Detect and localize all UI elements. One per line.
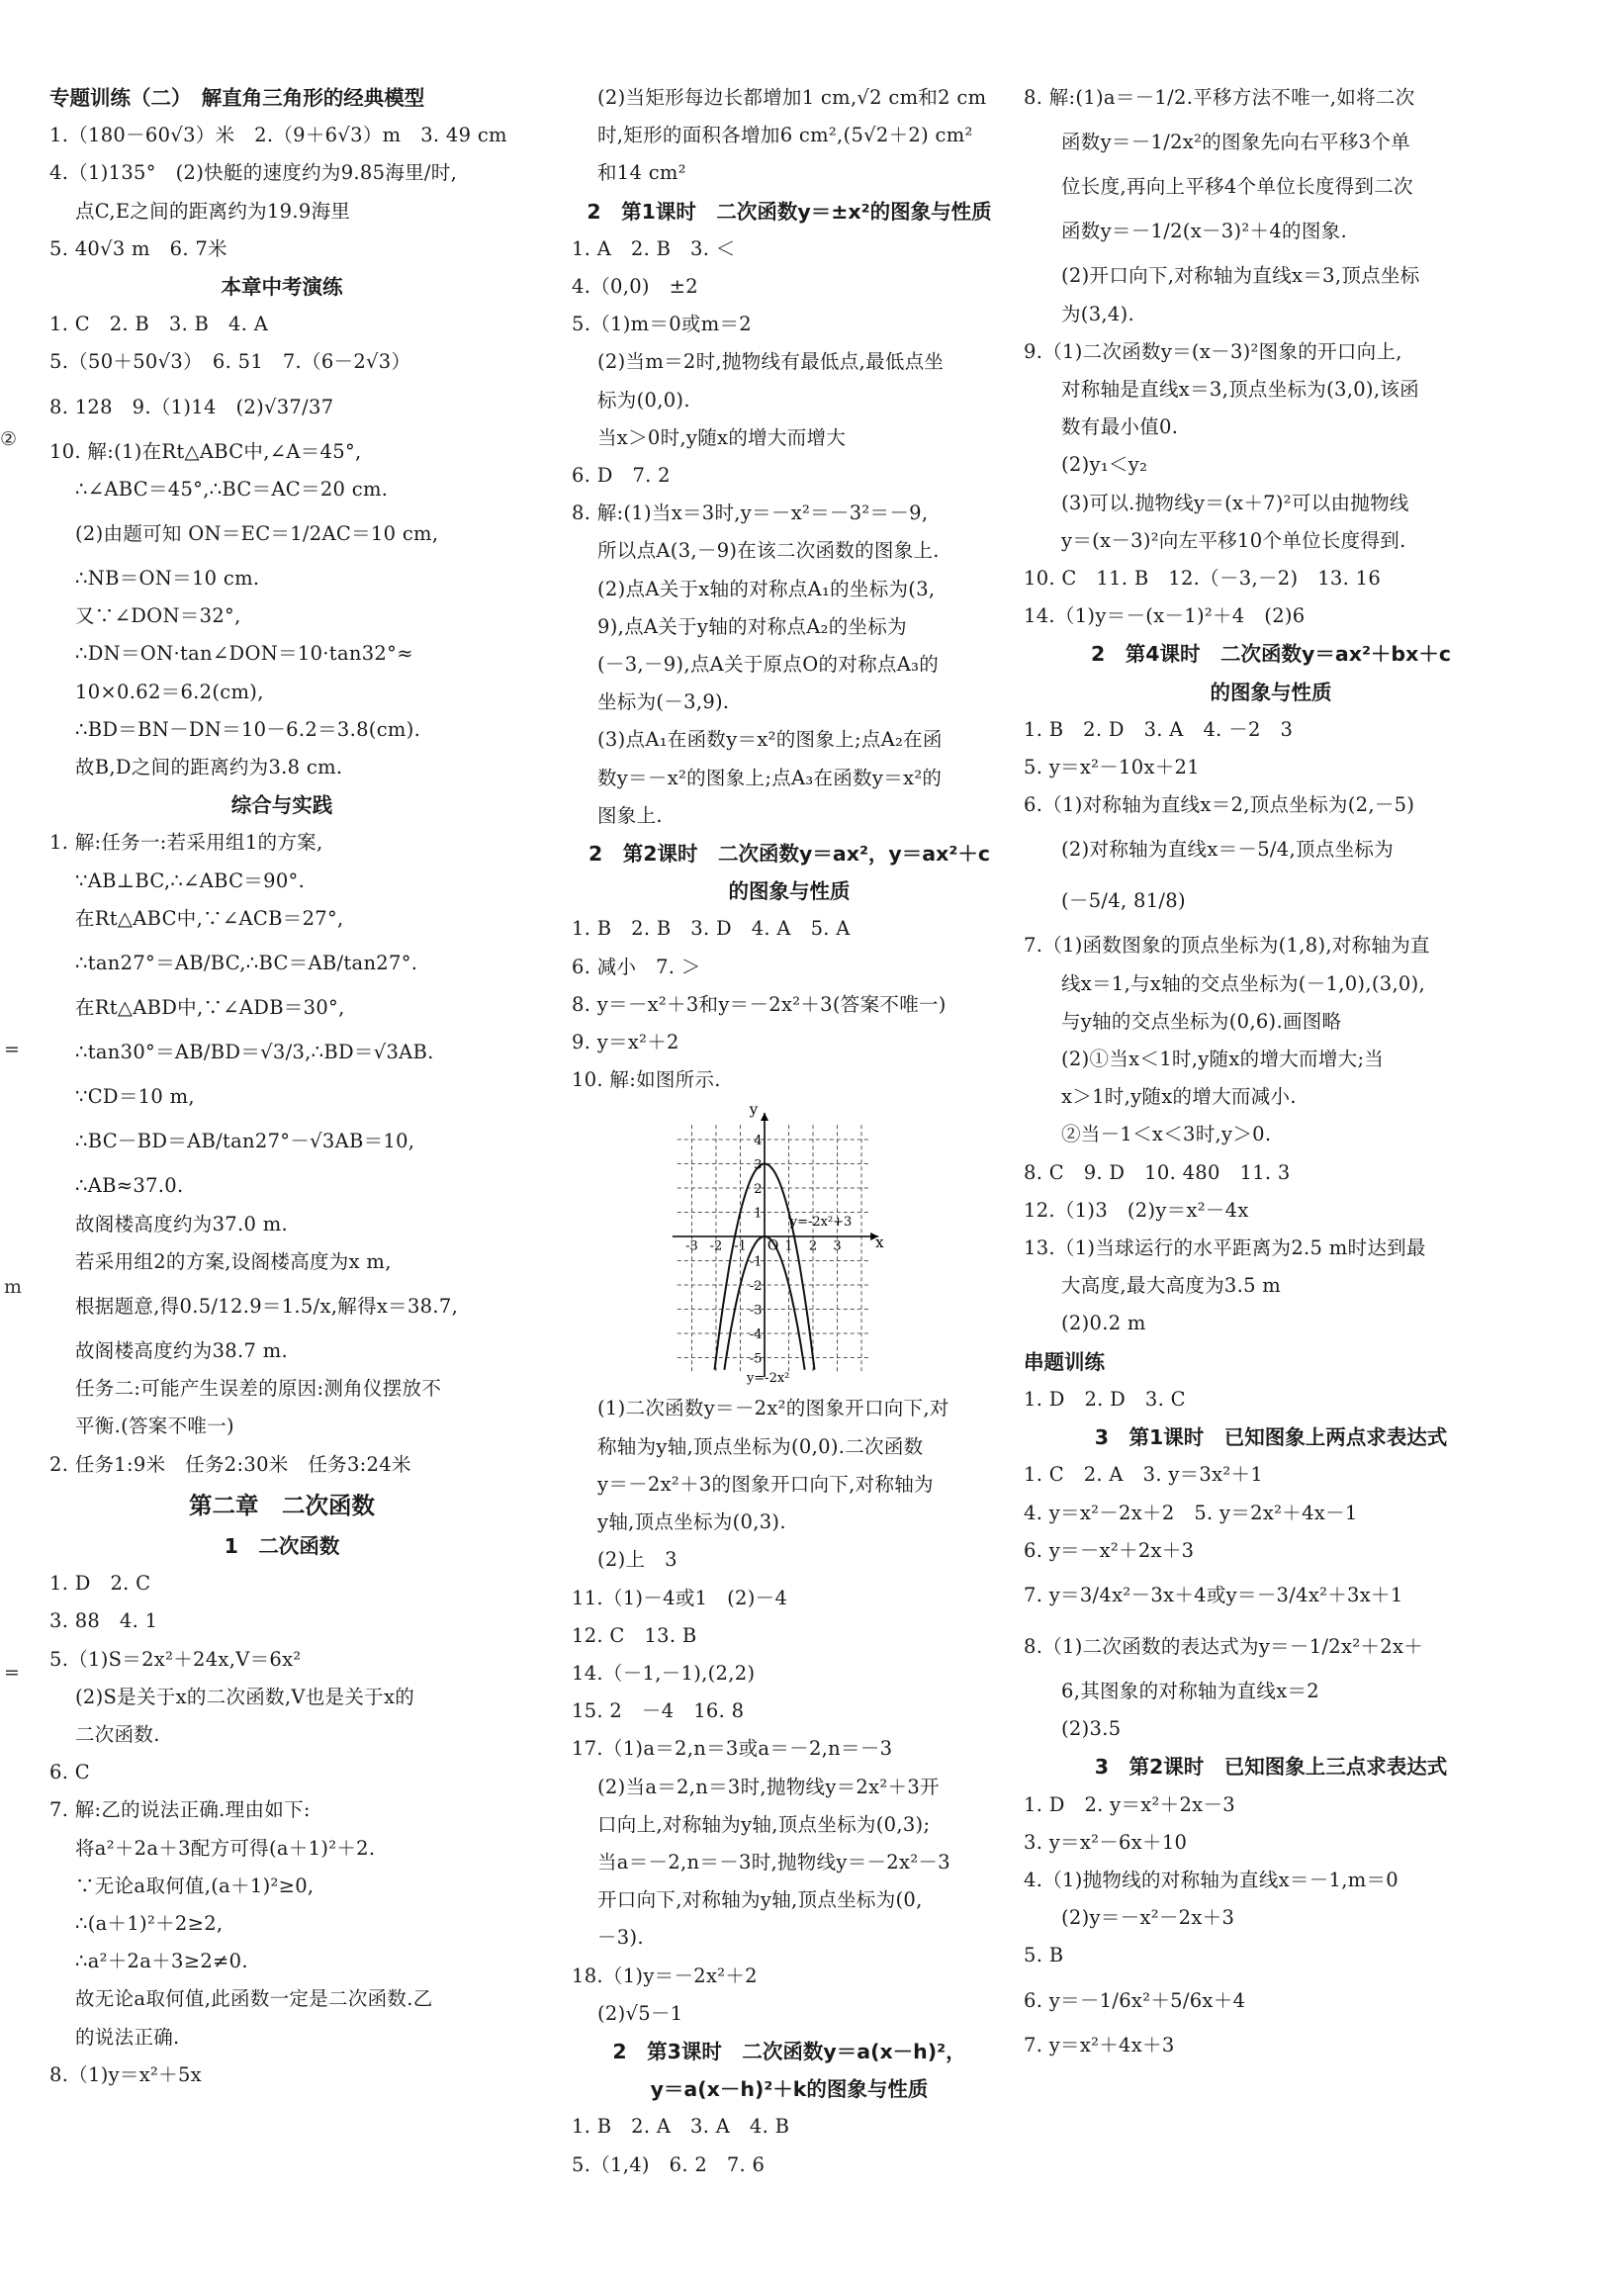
answer-line: 1. D 2. D 3. C <box>1024 1387 1186 1411</box>
section-heading: 第二章 二次函数 <box>189 1491 375 1519</box>
answer-line: 8. 128 9.（1)14 (2)√37/37 <box>49 395 334 418</box>
answer-line: 5. 40√3 m 6. 7米 <box>49 236 227 260</box>
parabola-figure <box>572 1099 1007 1390</box>
answer-line: ∴AB≈37.0. <box>75 1174 184 1198</box>
answer-line: 坐标为(－3,9). <box>597 690 730 714</box>
answer-line: 6.（1)对称轴为直线x＝2,顶点坐标为(2,－5) <box>1024 793 1415 817</box>
answer-line: 5. y＝x²－10x＋21 <box>1024 756 1200 779</box>
answer-line: 线x＝1,与x轴的交点坐标为(－1,0),(3,0), <box>1061 971 1426 995</box>
answer-line: 1.（180－60√3）米 2.（9＋6√3）m 3. 49 cm <box>49 124 507 147</box>
answer-line: 1. D 2. C <box>49 1572 151 1596</box>
answer-line: (2)当a＝2,n＝3时,抛物线y＝2x²＋3开 <box>597 1775 940 1798</box>
answer-line: 数y＝－x²的图象上;点A₃在函数y＝x²的 <box>597 766 943 789</box>
answer-line: 1. C 2. A 3. y＝3x²＋1 <box>1024 1463 1264 1487</box>
origin-label: O <box>767 1237 779 1254</box>
parabola-graph <box>648 1105 895 1392</box>
answer-line: (－3,－9),点A关于原点O的对称点A₃的 <box>597 653 939 677</box>
answer-line: 6. y＝－x²＋2x＋3 <box>1024 1538 1195 1562</box>
answer-line: y轴,顶点坐标为(0,3). <box>597 1510 786 1534</box>
answer-line: 6. C <box>49 1761 90 1784</box>
answer-line: 17.（1)a＝2,n＝3或a＝－2,n＝－3 <box>572 1737 893 1761</box>
answer-line: 函数y＝－1/2x²的图象先向右平移3个单 <box>1061 131 1410 154</box>
answer-line: 6. y＝－1/6x²＋5/6x＋4 <box>1024 1988 1246 2012</box>
section-heading: 综合与实践 <box>230 793 333 818</box>
answer-line: ∵CD＝10 m, <box>75 1085 195 1109</box>
answer-line: (1)二次函数y＝－2x²的图象开口向下,对 <box>597 1397 949 1420</box>
answer-line: 7.（1)函数图象的顶点坐标为(1,8),对称轴为直 <box>1024 934 1430 958</box>
answer-line: 8. 解:(1)当x＝3时,y＝－x²＝－3²＝－9, <box>572 502 929 525</box>
answer-line: 5.（1,4) 6. 2 7. 6 <box>572 2152 766 2176</box>
y-tick-label: 1 <box>754 1206 763 1222</box>
answer-line: 4.（1)抛物线的对称轴为直线x＝－1,m＝0 <box>1024 1868 1399 1891</box>
left-column <box>49 79 514 2094</box>
y-tick-label: -3 <box>749 1303 763 1319</box>
y-axis-label: y <box>749 1105 759 1119</box>
answer-line: 1. D 2. y＝x²＋2x－3 <box>1024 1792 1235 1816</box>
answer-line: ∵无论a取何值,(a＋1)²≥0, <box>75 1874 315 1897</box>
y-tick-label: -4 <box>749 1327 763 1343</box>
answer-line: 标为(0,0). <box>597 388 690 411</box>
answer-line: (－5/4, 81/8) <box>1061 889 1186 913</box>
edge-mark: ② <box>0 428 18 450</box>
answer-line: ∴BC－BD＝AB/tan27°－√3AB＝10, <box>75 1130 415 1153</box>
answer-line: 在Rt△ABD中,∵∠ADB＝30°, <box>75 996 345 1020</box>
answer-line: (2)当m＝2时,抛物线有最低点,最低点坐 <box>597 350 945 374</box>
answer-line: (2)点A关于x轴的对称点A₁的坐标为(3, <box>597 577 936 600</box>
answer-line: 1. B 2. B 3. D 4. A 5. A <box>572 917 851 941</box>
section-heading: 2 第4课时 二次函数y＝ax²＋bx＋c <box>1091 642 1451 667</box>
y-tick-label: -1 <box>749 1254 763 1270</box>
answer-line: ∴tan27°＝AB/BC,∴BC＝AB/tan27°. <box>75 952 418 975</box>
answer-line: 6,其图象的对称轴为直线x＝2 <box>1061 1679 1320 1702</box>
answer-line: 11.（1)－4或1 (2)－4 <box>572 1586 788 1609</box>
answer-line: ②当－1＜x＜3时,y＞0. <box>1061 1123 1272 1146</box>
x-tick-label: -1 <box>734 1238 747 1254</box>
answer-line: (2)当矩形每边长都增加1 cm,√2 cm和2 cm <box>597 86 987 109</box>
answer-line: 开口向下,对称轴为y轴,顶点坐标为(0, <box>597 1888 923 1912</box>
section-heading: 2 第2课时 二次函数y＝ax²，y＝ax²＋c <box>588 842 990 867</box>
section-heading: 3 第2课时 已知图象上三点求表达式 <box>1094 1755 1448 1780</box>
answer-line: 若采用组2的方案,设阁楼高度为x m, <box>75 1249 392 1273</box>
answer-line: ∴NB＝ON＝10 cm. <box>75 567 260 591</box>
answer-line: 5.（1)m＝0或m＝2 <box>572 313 753 336</box>
answer-line: 5. B <box>1024 1944 1064 1967</box>
edge-mark: m <box>4 1276 23 1298</box>
middle-column <box>572 79 1007 2184</box>
answer-line: (2)3.5 <box>1061 1717 1122 1741</box>
middle-column-bottom <box>572 1390 1007 2183</box>
answer-line: 在Rt△ABC中,∵∠ACB＝27°, <box>75 906 344 930</box>
answer-line: 6. D 7. 2 <box>572 464 671 488</box>
x-tick-label: -3 <box>685 1238 698 1254</box>
x-axis-label: x <box>875 1234 884 1252</box>
answer-line: 当a＝－2,n＝－3时,抛物线y＝－2x²－3 <box>597 1850 950 1874</box>
y-tick-label: -2 <box>749 1279 763 1295</box>
curve-label: y=-2x²+3 <box>789 1215 853 1231</box>
answer-line: ∴BD＝BN－DN＝10－6.2＝3.8(cm). <box>75 717 421 741</box>
y-tick-label: -5 <box>749 1351 763 1367</box>
answer-line: 10. C 11. B 12.（－3,－2) 13. 16 <box>1024 567 1382 591</box>
answer-line: 故阁楼高度约为37.0 m. <box>75 1212 289 1235</box>
answer-line: 3. 88 4. 1 <box>49 1609 158 1633</box>
answer-line: 又∵∠DON＝32°, <box>75 604 241 628</box>
x-tick-label: 2 <box>808 1238 818 1254</box>
answer-line: 所以点A(3,－9)在该二次函数的图象上. <box>597 539 940 563</box>
answer-line: 14.（1)y＝－(x－1)²＋4 (2)6 <box>1024 604 1306 628</box>
answer-line: 14.（－1,－1),(2,2) <box>572 1661 756 1685</box>
y-tick-label: 3 <box>754 1157 763 1173</box>
answer-line: 当x＞0时,y随x的增大而增大 <box>597 425 847 449</box>
answer-line: 数有最小值0. <box>1061 415 1179 439</box>
answer-line: 18.（1)y＝－2x²＋2 <box>572 1964 758 1987</box>
middle-column-top <box>572 79 1007 1099</box>
answer-line: 的说法正确. <box>75 2025 180 2049</box>
answer-line: 口向上,对称轴为y轴,顶点坐标为(0,3); <box>597 1812 931 1836</box>
answer-line: 8. 解:(1)a＝－1/2.平移方法不唯一,如将二次 <box>1024 86 1415 109</box>
answer-line: 1. C 2. B 3. B 4. A <box>49 313 269 336</box>
answer-line: 二次函数. <box>75 1722 160 1746</box>
edge-mark: = <box>4 1662 20 1684</box>
answer-line: 8. C 9. D 10. 480 11. 3 <box>1024 1160 1291 1184</box>
answer-line: 2. 任务1:9米 任务2:30米 任务3:24米 <box>49 1452 411 1476</box>
answer-line: 10. 解:如图所示. <box>572 1068 721 1092</box>
answer-line: 函数y＝－1/2(x－3)²＋4的图象. <box>1061 220 1347 243</box>
section-heading: 专题训练（二） 解直角三角形的经典模型 <box>49 86 425 110</box>
x-tick-label: 1 <box>784 1238 793 1254</box>
answer-line: 故无论a取何值,此函数一定是二次函数.乙 <box>75 1987 433 2011</box>
answer-line: 1. B 2. A 3. A 4. B <box>572 2115 790 2139</box>
answer-line: ∴(a＋1)²＋2≥2, <box>75 1911 224 1935</box>
answer-line: (2)S是关于x的二次函数,V也是关于x的 <box>75 1685 415 1708</box>
answer-line: 故B,D之间的距离约为3.8 cm. <box>75 756 343 779</box>
answer-line: x＞1时,y随x的增大而减小. <box>1061 1085 1297 1109</box>
answer-line: (3)可以.抛物线y＝(x＋7)²可以由抛物线 <box>1061 491 1409 514</box>
answer-line: (2)√5－1 <box>597 2001 683 2025</box>
answer-line: y＝(x－3)²向左平移10个单位长度得到. <box>1061 528 1406 552</box>
answer-line: (2)对称轴为直线x＝－5/4,顶点坐标为 <box>1061 838 1395 862</box>
answer-line: ∴a²＋2a＋3≥2≠0. <box>75 1950 248 1973</box>
answer-line: －3). <box>597 1926 644 1950</box>
answer-line: (2)开口向下,对称轴为直线x＝3,顶点坐标 <box>1061 264 1420 288</box>
answer-line: 图象上. <box>597 803 663 827</box>
answer-line: 位长度,再向上平移4个单位长度得到二次 <box>1061 175 1413 199</box>
answer-line: 10×0.62＝6.2(cm), <box>75 680 264 703</box>
answer-line: 大高度,最大高度为3.5 m <box>1061 1274 1282 1298</box>
answer-line: 7. y＝x²＋4x＋3 <box>1024 2033 1175 2056</box>
section-heading: 串题训练 <box>1024 1349 1105 1374</box>
answer-line: 4.（1)135° (2)快艇的速度约为9.85海里/时, <box>49 161 458 185</box>
answer-line: 4. y＝x²－2x＋2 5. y＝2x²＋4x－1 <box>1024 1501 1358 1524</box>
x-tick-label: 3 <box>833 1238 842 1254</box>
answer-line: 7. y＝3/4x²－3x＋4或y＝－3/4x²＋3x＋1 <box>1024 1583 1403 1606</box>
answer-line: (2)上 3 <box>597 1548 677 1572</box>
answer-line: 9. y＝x²＋2 <box>572 1031 679 1054</box>
answer-line: y＝－2x²＋3的图象开口向下,对称轴为 <box>597 1472 934 1496</box>
answer-line: (2)y₁＜y₂ <box>1061 453 1148 477</box>
answer-line: 为(3,4). <box>1061 302 1135 325</box>
answer-line: ∴DN＝ON·tan∠DON＝10·tan32°≈ <box>75 642 413 666</box>
section-heading: 3 第1课时 已知图象上两点求表达式 <box>1094 1425 1448 1450</box>
section-heading: 的图象与性质 <box>728 879 851 904</box>
section-heading: 2 第1课时 二次函数y＝±x²的图象与性质 <box>586 199 992 224</box>
answer-line: 1. B 2. D 3. A 4. －2 3 <box>1024 717 1294 741</box>
answer-line: 任务二:可能产生误差的原因:测角仪摆放不 <box>75 1377 442 1401</box>
answer-line: 9.（1)二次函数y＝(x－3)²图象的开口向上, <box>1024 339 1402 363</box>
answer-line: (3)点A₁在函数y＝x²的图象上;点A₂在函 <box>597 728 943 752</box>
answer-line: 8. y＝－x²＋3和y＝－2x²＋3(答案不唯一) <box>572 992 947 1016</box>
answer-line: 将a²＋2a＋3配方可得(a＋1)²＋2. <box>75 1836 376 1860</box>
answer-line: 4.（0,0) ±2 <box>572 275 698 299</box>
answer-line: 和14 cm² <box>597 161 686 185</box>
answer-line: 13.（1)当球运行的水平距离为2.5 m时达到最 <box>1024 1236 1426 1260</box>
answer-line: ∵AB⊥BC,∴∠ABC＝90°. <box>75 868 306 892</box>
right-column <box>1024 79 1518 2064</box>
answer-line: (2)①当x＜1时,y随x的增大而增大;当 <box>1061 1048 1385 1071</box>
answer-line: (2)由题可知 ON＝EC＝1/2AC＝10 cm, <box>75 522 439 546</box>
y-tick-label: 4 <box>754 1134 763 1149</box>
answer-line: 称轴为y轴,顶点坐标为(0,0).二次函数 <box>597 1434 924 1458</box>
answer-line: 15. 2 －4 16. 8 <box>572 1699 745 1723</box>
section-heading: 2 第3课时 二次函数y＝a(x－h)²， <box>612 2039 966 2063</box>
answer-line: ∴tan30°＝AB/BD＝√3/3,∴BD＝√3AB. <box>75 1041 434 1064</box>
answer-line: 点C,E之间的距离约为19.9海里 <box>75 199 351 223</box>
section-heading: y＝a(x－h)²＋k的图象与性质 <box>650 2077 929 2102</box>
answer-line: 8.（1)y＝x²＋5x <box>49 2062 202 2086</box>
answer-line: 8.（1)二次函数的表达式为y＝－1/2x²＋2x＋ <box>1024 1634 1424 1658</box>
answer-line: 12.（1)3 (2)y＝x²－4x <box>1024 1198 1249 1222</box>
answer-line: 1. 解:任务一:若采用组1的方案, <box>49 831 323 855</box>
answer-line: 与y轴的交点坐标为(0,6).画图略 <box>1061 1009 1342 1033</box>
answer-line: 3. y＝x²－6x＋10 <box>1024 1830 1188 1854</box>
x-tick-label: -2 <box>709 1238 723 1254</box>
section-heading: 本章中考演练 <box>221 275 343 300</box>
answer-line: 5.（1)S＝2x²＋24x,V＝6x² <box>49 1647 302 1671</box>
answer-line: (2)0.2 m <box>1061 1312 1146 1335</box>
section-heading: 的图象与性质 <box>1210 680 1332 704</box>
answer-line: 时,矩形的面积各增加6 cm²,(5√2＋2) cm² <box>597 124 973 147</box>
answer-line: 1. A 2. B 3. ＜ <box>572 236 736 260</box>
answer-line: 对称轴是直线x＝3,顶点坐标为(3,0),该函 <box>1061 378 1419 402</box>
answer-line: ∴∠ABC＝45°,∴BC＝AC＝20 cm. <box>75 477 389 501</box>
section-heading: 1 二次函数 <box>224 1533 340 1558</box>
answer-line: 9),点A关于y轴的对称点A₂的坐标为 <box>597 614 907 638</box>
answer-line: 6. 减小 7. ＞ <box>572 955 701 978</box>
answer-line: 12. C 13. B <box>572 1623 697 1647</box>
y-tick-label: 2 <box>754 1182 763 1198</box>
answer-line: 根据题意,得0.5/12.9＝1.5/x,解得x＝38.7, <box>75 1295 459 1319</box>
answer-line: 平衡.(答案不唯一) <box>75 1415 234 1438</box>
y-axis-arrow <box>761 1114 768 1122</box>
answer-line: 7. 解:乙的说法正确.理由如下: <box>49 1798 311 1822</box>
answer-line: 5.（50＋50√3） 6. 51 7.（6－2√3） <box>49 350 411 374</box>
curve-label: y=-2x² <box>746 1371 790 1387</box>
answer-line: 故阁楼高度约为38.7 m. <box>75 1339 289 1363</box>
edge-mark: = <box>4 1039 20 1060</box>
answer-line: 10. 解:(1)在Rt△ABC中,∠A＝45°, <box>49 439 362 463</box>
answer-line: (2)y＝－x²－2x＋3 <box>1061 1906 1235 1930</box>
